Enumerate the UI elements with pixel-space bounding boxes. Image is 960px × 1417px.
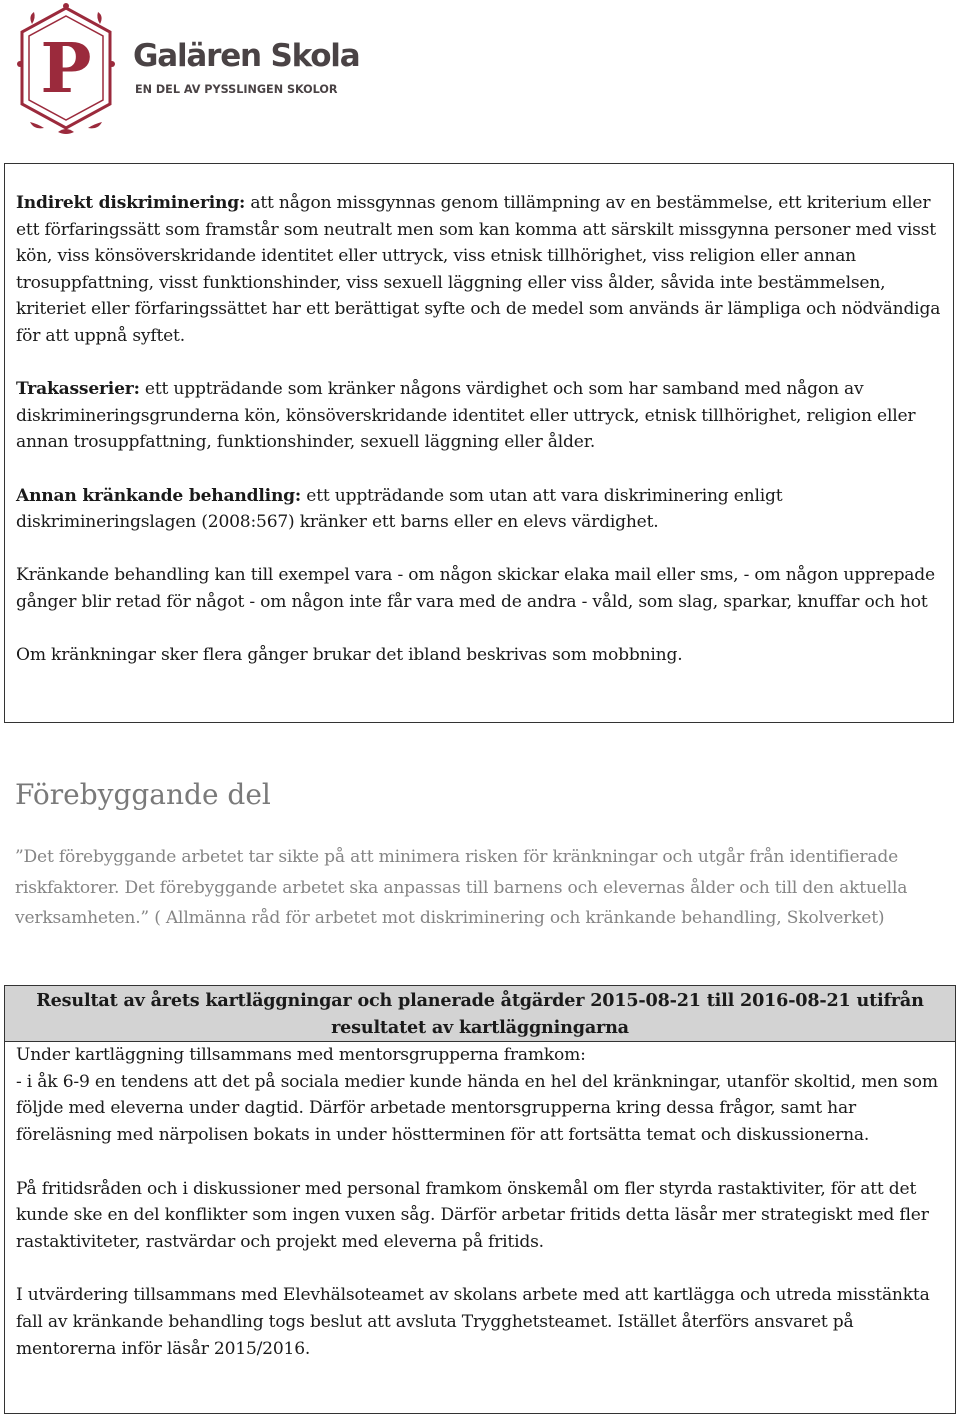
definition-indirekt [16, 190, 943, 350]
definition-text: att någon missgynnas genom tillämpning av en bestämmelse, ett kriterium eller ett förfaringssätt som framstår som neutralt men som kan komma att särskilt missgynna personer med visst kön, viss könsöverskridande identitet eller uttryck, viss etnisk tillhörighet, viss religion eller annan trosuppfattning, visst funktionshinder, viss sexuell läggning eller viss ålder, såvida inte bestämmelsen, kriteriet eller förfaringssättet har ett berättigat syfte och de medel som används är lämpliga och nödvändiga för att uppnå syftet. [16, 193, 941, 346]
brand-name: Galären Skola [133, 38, 360, 74]
definition-text: ett uppträdande som utan att vara diskriminering enligt diskrimineringslagen (2008:567) kränker ett barns eller en elevs värdighet. [16, 485, 783, 533]
results-paragraph-1: Under kartläggning tillsammans med mentorsgrupperna framkom: - i åk 6-9 en tendens att det på sociala medier kunde hända en hel del kränkningar, utanför skoltid, men som följde med eleverna under dagtid. Därför arbetade mentorsgrupperna kring dessa frågor, samt har föreläsning med närpolisen bokats in under höstterminen för att fortsätta temat och diskussionerna. [16, 1045, 938, 1146]
definition-term: Indirekt diskriminering: [16, 193, 246, 213]
definitions-box [4, 163, 954, 723]
definition-text: ett uppträdande som kränker någons värdighet och som har samband med någon av diskrimineringsgrunderna kön, könsöverskridande identitet eller uttryck, etnisk tillhörighet, religion eller annan trosuppfattning, funktionshinder, sexuell läggning eller ålder. [16, 379, 916, 453]
results-body [5, 1042, 955, 1362]
prevention-quote: ”Det förebyggande arbetet tar sikte på att minimera risken för kränkningar och utgår från identifierade riskfaktorer. Det förebyggande arbetet ska anpassas till barnens och elevernas ålder och till den aktuella verksamheten.” ( Allmänna råd för arbetet mot diskriminering och kränkande behandling, Skolverket) [15, 847, 908, 929]
example-paragraph: Kränkande behandling kan till exempel vara - om någon skickar elaka mail eller sms, - om någon upprepade gånger blir retad för något - om någon inte får vara med de andra - våld, som slag, sparkar, knuffar och hot [16, 565, 935, 612]
definition-term: Trakasserier: [16, 379, 140, 400]
school-logo-icon [14, 2, 118, 138]
brand-subtitle: EN DEL AV PYSSLINGEN SKOLOR [135, 83, 338, 96]
results-paragraph-2: På fritidsråden och i diskussioner med personal framkom önskemål om fler styrda rastaktiviter, för att det kunde ske en del konflikter som ingen vuxen såg. Därför arbetar fritids detta läsår mer strategiskt med fler rastaktiviteter, rastvärdar och projekt med eleverna på fritids. [16, 1178, 929, 1252]
section-title: Förebyggande del [15, 778, 271, 811]
mobbning-paragraph: Om kränkningar sker flera gånger brukar det ibland beskrivas som mobbning. [16, 645, 683, 666]
results-heading: Resultat av årets kartläggningar och planerade åtgärder 2015-08-21 till 2016-08-21 utifrån resultatet av kartläggningarna [5, 986, 955, 1042]
definition-trakasserier [16, 376, 943, 456]
definition-term: Annan kränkande behandling: [16, 485, 302, 506]
logo-letter: P [40, 29, 92, 109]
results-paragraph-3: I utvärdering tillsammans med Elevhälsoteamet av skolans arbete med att kartlägga och utreda misstänkta fall av kränkande behandling togs beslut att avsluta Trygghetsteamet. Istället återförs ansvaret på mentorerna inför läsår 2015/2016. [16, 1285, 930, 1359]
results-box [4, 985, 956, 1414]
definition-annan [16, 483, 943, 536]
